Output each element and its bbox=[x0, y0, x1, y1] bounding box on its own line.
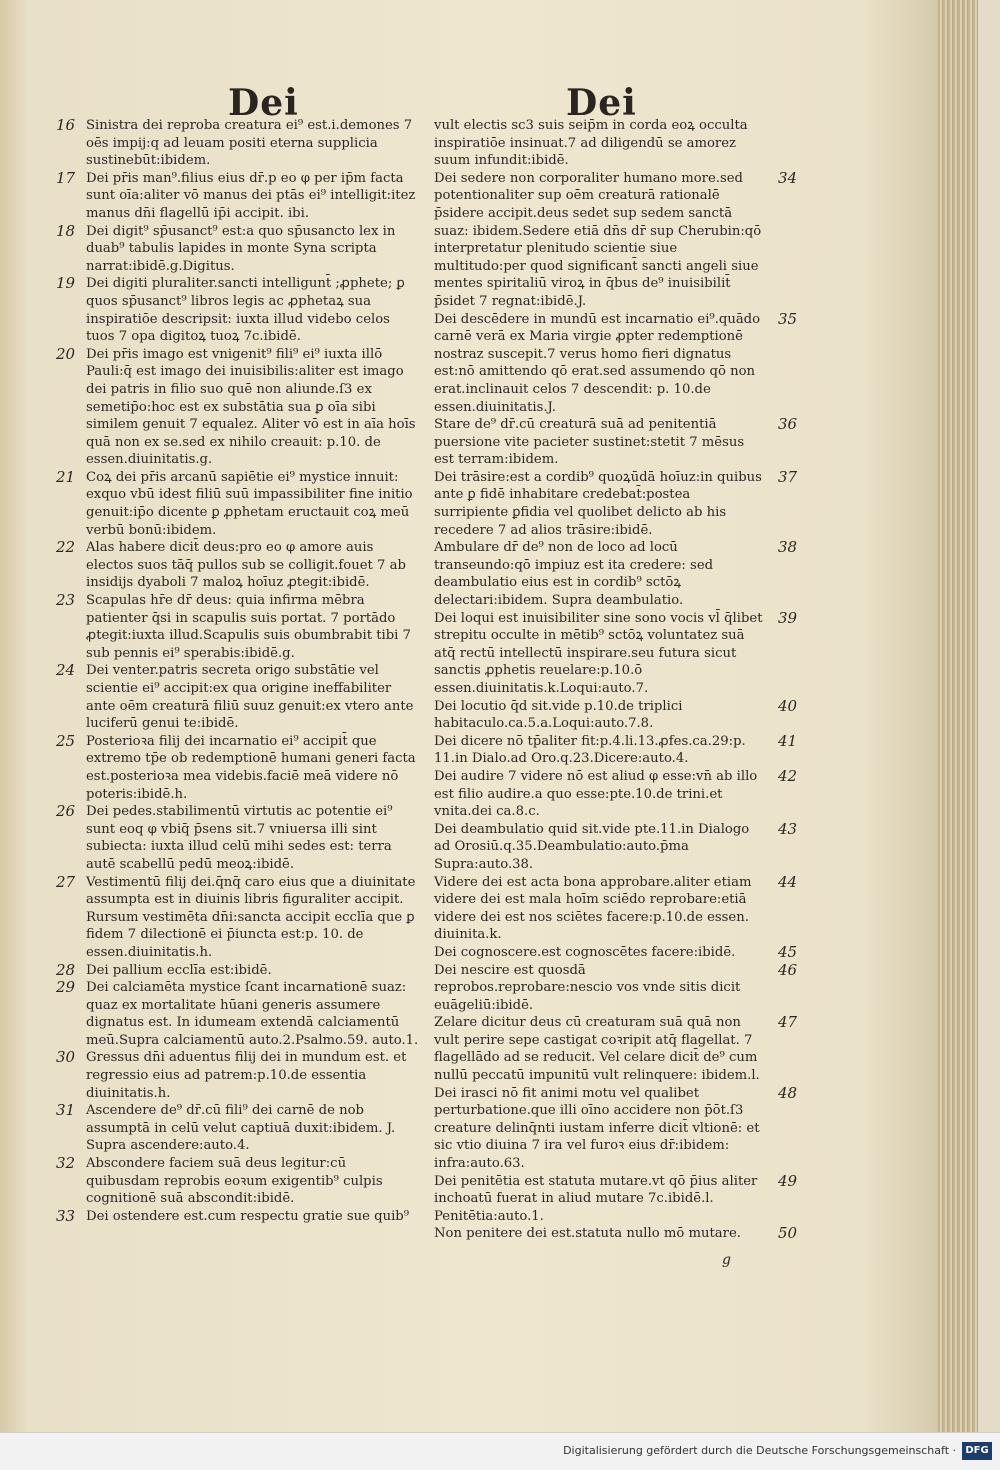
entry-number: 43 bbox=[778, 819, 798, 838]
entry-number: 48 bbox=[778, 1083, 798, 1102]
running-head-left: Dei bbox=[228, 82, 299, 124]
entry bbox=[56, 116, 420, 170]
entry bbox=[56, 344, 420, 469]
entry-number: 21 bbox=[56, 467, 76, 486]
entry bbox=[428, 168, 798, 311]
entry-text: Coꝝ dei pr̄is arcanū sapiētie ei⁹ mystice innuit: exquo vbū idest filiū suū impassibiliter fine initio genuit:ip̄o dicente ꝑ ꝓphetam eructauit coꝝ meū verbū bonū:ibidem. bbox=[86, 469, 413, 538]
entry-text: vult electis sc3 suis seip̄m in corda eoꝝ occulta inspiratiōe insinuat.7 ad diligendū se amorez suum infundit:ibidē. bbox=[434, 118, 748, 169]
entry-number: 37 bbox=[778, 467, 798, 486]
entry bbox=[56, 1206, 420, 1226]
entry-number: 19 bbox=[56, 274, 76, 293]
entry-number: 41 bbox=[778, 731, 798, 750]
entry-number: 39 bbox=[778, 608, 798, 627]
entry bbox=[428, 696, 798, 733]
entry bbox=[56, 538, 420, 592]
entry-text: Gressus dn̄i aduentus filij dei in mundum est. et regressio eius ad patrem:p.10.de essentia diuinitatis.h. bbox=[86, 1050, 407, 1101]
entry bbox=[56, 802, 420, 873]
entry bbox=[428, 942, 798, 962]
entry-text: Posterioꝛa filij dei incarnatio ei⁹ accipit̄ que extremo tp̄e ob redemptionē humani generi facta est.posterioꝛa mea videbis.faciē meā videre nō poteris:ibidē.h. bbox=[86, 733, 416, 802]
entry-number: 31 bbox=[56, 1101, 76, 1120]
entry bbox=[56, 274, 420, 345]
entry-number: 40 bbox=[778, 696, 798, 715]
entry-number: 26 bbox=[56, 802, 76, 821]
entry-number: 46 bbox=[778, 960, 798, 979]
entry-number: 23 bbox=[56, 591, 76, 610]
entry-text: Dei sedere non corporaliter humano more.sed potentionaliter sup oēm creaturā rationalē p̄sidere accipit.deus sedet sup sedem sanctā suaz: ibidem.Sedere etiā dn̄s dr̄ sup Cherubin:qō interpretatur plenitudo scientie siue multitudo:per quod significant̄ sancti angeli siue mentes spiritaliū viroꝝ in q̄bus de⁹ inuisibilit̄ p̄sidet 7 regnat:ibidē.J. bbox=[434, 170, 762, 309]
entry bbox=[56, 731, 420, 803]
entry-text: Dei pedes.stabilimentū virtutis ac potentie ei⁹ sunt eoq φ vbiq̄ p̄sens sit.7 vniuersa illi sint subiecta: iuxta illud celū mihi sedes est: terra autē scabellū pedū meoꝝ:ibidē. bbox=[86, 804, 393, 872]
entry bbox=[428, 1224, 798, 1243]
entry-text: Dei digit⁹ sp̄usanct⁹ est:a quo sp̄usancto lex in duab⁹ tabulis lapides in monte Syna scripta narrat:ibidē.g.Digitus. bbox=[86, 223, 396, 274]
entry bbox=[428, 1083, 798, 1173]
entry bbox=[428, 415, 798, 469]
entry bbox=[428, 309, 798, 417]
entry bbox=[56, 1154, 420, 1208]
entry-text: Abscondere faciem suā deus legitur:cū quibusdam reprobis eoꝛum exigentib⁹ culpis cognitionē suā abscondit:ibidē. bbox=[86, 1156, 383, 1207]
entry-text: Dei dicere nō tp̄aliter fit:p.4.li.13.ꝓfes.ca.29:p. 11.in Dialo.ad Oro.q.23.Dicere:auto.4. bbox=[434, 733, 746, 767]
entry-number: 20 bbox=[56, 344, 76, 363]
entry-number: 17 bbox=[56, 168, 76, 187]
entry-text: Non penitere dei est.statuta nullo mō mutare. bbox=[434, 1226, 741, 1242]
entry-number: 16 bbox=[56, 116, 76, 134]
entry-number: 32 bbox=[56, 1154, 76, 1173]
entry-text: Dei cognoscere.est cognoscētes facere:ibidē. bbox=[434, 944, 736, 960]
entry-number: 38 bbox=[778, 538, 798, 557]
entry bbox=[56, 661, 420, 732]
entry-number: 45 bbox=[778, 942, 798, 961]
entry-text: Dei loqui est inuisibiliter sine sono vocis vl̄ q̄libet strepitu occulte in mētib⁹ sctōꝝ voluntatez suā atq̄ rectū intellectū inspirare.seu futura sicut sanctis ꝓphetis reuelare:p.10.ō essen.diuinitatis.k.Loqui:auto.7. bbox=[434, 610, 763, 696]
entry-text: Dei trāsire:est a cordib⁹ quoꝝūdā hoīuz:in quibus ante ꝑ fidē inhabitare credebat̄:postea surripiente ꝑfidia vel quolibet delicto ab his recedere 7 ad alios trāsire:ibidē. bbox=[434, 469, 762, 538]
page-edges bbox=[938, 0, 978, 1432]
entry bbox=[428, 731, 798, 768]
entry-text: Zelare dicitur deus cū creaturam suā quā non vult perire sepe castigat coꝛripit atq̄ flagellat. 7 flagellādo ad se reducit. Vel celare dicit̄ de⁹ cum nullū peccatū impunitū vult relinquere: ibidem.l. bbox=[434, 1015, 760, 1084]
entry-text: Scapulas hr̄e dr̄ deus: quia infirma mēbra patienter q̄si in scapulis suis portat. 7 portādo ꝓtegit:iuxta illud.Scapulis suis obumbrabit tibi 7 sub pennis ei⁹ sperabis:ibidē.g. bbox=[86, 593, 411, 661]
entry-text: Dei ostendere est.cum respectu gratie sue quib⁹ bbox=[86, 1208, 410, 1224]
entry bbox=[428, 960, 798, 1015]
entry bbox=[56, 467, 420, 539]
entry-number: 34 bbox=[778, 168, 798, 187]
entry-number: 22 bbox=[56, 538, 76, 557]
entry bbox=[428, 467, 798, 539]
entry-number: 49 bbox=[778, 1171, 798, 1190]
footer-bar bbox=[0, 1432, 1000, 1470]
entry bbox=[428, 608, 798, 698]
entry bbox=[428, 538, 798, 609]
entry-number: 33 bbox=[56, 1206, 76, 1225]
entry-number: 30 bbox=[56, 1048, 76, 1067]
entry bbox=[56, 591, 420, 662]
entry-number: 28 bbox=[56, 960, 76, 979]
entry bbox=[428, 766, 798, 821]
signature-mark: g bbox=[722, 1252, 731, 1268]
entry bbox=[428, 819, 798, 874]
entry-number: 24 bbox=[56, 661, 76, 680]
entry bbox=[56, 168, 420, 223]
entry-text: Dei calciamēta mystice ſcant incarnationē suaz: quaz ex mortalitate hūani generis assumere dignatus est. In idumeam extendā calciamentū meū.Supra calciamentū auto.2.Psalmo.59. auto.1. bbox=[86, 980, 419, 1048]
entry-text: Dei pr̄is man⁹.filius eius dr̄.p eo φ per ip̄m facta sunt oīa:aliter vō manus dei ptās ei⁹ intelligit:itez manus dn̄i flagellū ip̄i accipit. ibi. bbox=[86, 170, 416, 221]
entry bbox=[56, 1048, 420, 1102]
entry-text: Dei audire 7 videre nō est aliud φ esse:vn̄ ab illo est filio audire.a quo esse:pte.10.de trini.et vnita.dei ca.8.c. bbox=[434, 768, 758, 820]
entry-number: 35 bbox=[778, 309, 798, 328]
entry-number: 36 bbox=[778, 415, 798, 434]
entry bbox=[56, 872, 420, 962]
entry-number: 25 bbox=[56, 731, 76, 750]
entry-number: 44 bbox=[778, 872, 798, 891]
entry bbox=[428, 1171, 798, 1226]
left-column bbox=[56, 116, 420, 1225]
entry-text: Sinistra dei reproba creatura ei⁹ est.i.demones 7 oēs impij:q ad leuam positi eterna supplicia sustinebūt:ibidem. bbox=[86, 118, 413, 169]
entry bbox=[428, 117, 766, 170]
running-head-right: Dei bbox=[566, 82, 637, 124]
entry-number: 18 bbox=[56, 221, 76, 240]
entry-text: Dei venter.patris secreta origo substātie vel scientie ei⁹ accipit:ex qua origine ineffabiliter ante oēm creaturā filiū suuz genuit:ex vtero ante luciferū genui te:ibidē. bbox=[86, 663, 414, 732]
entry-text: Alas habere dicit̄ deus:pro eo φ amore auis electos suos tāq̄ pullos sub se colligit.fouet 7 ab insidijs dyaboli 7 maloꝝ hoīuz ꝓtegit:ibidē. bbox=[86, 540, 406, 591]
entry bbox=[56, 960, 420, 980]
entry-text: Dei irasci nō fit animi motu vel qualibet perturbatione.que illi oīno accidere non p̄ōt.ſ3 creature delinq̄nti iustam inferre dicit̄ vltionē: et sic vtio diuina 7 ira vel furoꝛ eius dr̄:ibidem: infra:auto.63. bbox=[434, 1085, 760, 1172]
entry-text: Videre dei est acta bona approbare.aliter etiam videre dei est mala hoīm sciēdo reprobare:etiā videre dei est nos sciētes facere:p.10.de essen. diuinita.k. bbox=[434, 874, 752, 943]
entry bbox=[428, 1013, 798, 1084]
entry-text: Stare de⁹ dr̄.cū creaturā suā ad penitentiā puersione vite pacieter sustinet:stetit 7 mēsus est terram:ibidem. bbox=[434, 417, 745, 468]
entry-text: Dei deambulatio quid sit.vide pte.11.in Dialogo ad Orosiū.q.35.Deambulatio:auto.p̄ma Supra:auto.38. bbox=[434, 821, 750, 872]
entry-text: Dei pr̄is imago est vnigenit⁹ fili⁹ ei⁹ iuxta illō Pauli:q̄ est imago dei inuisibilis:aliter est imago dei patris in filio suo quē non aliunde.ſ3 ex semetip̄o:hoc est ex substātia sua ꝑ oīa sibi similem genuit 7 equalez. Aliter vō est in aīa hoīs quā non ex se.sed ex nihilo creauit: p.10. de essen.diuinitatis.g. bbox=[86, 346, 416, 468]
entry bbox=[428, 872, 798, 944]
entry-text: Dei digiti pluraliter.sancti intelligunt̄ ;ꝓphete; ꝑ quos sp̄usanct⁹ libros legis ac ꝓphetaꝝ sua inspiratiōe descripsit: iuxta illud videbo celos tuos 7 opa digitoꝝ tuoꝝ 7c.ibidē. bbox=[86, 276, 405, 345]
entry-number: 27 bbox=[56, 872, 76, 891]
footer-credit: Digitalisierung gefördert durch die Deutsche Forschungsgemeinschaft · bbox=[563, 1444, 956, 1457]
entry bbox=[56, 221, 420, 276]
right-column bbox=[428, 117, 798, 1243]
entry-text: Vestimentū filij dei.q̄nq̄ caro eius que a diuinitate assumpta est in diuinis libris figuraliter accipit. Rursum vestimēta dn̄i:sancta accipit ecclīa que ꝑ fidem 7 dilectionē ei p̄iuncta est:p. 10. de essen.diuinitatis.h. bbox=[86, 874, 416, 960]
entry-text: Dei nescire est quosdā reprobos.reprobare:nescio vos vnde sitis dicit euāgeliū:ibidē. bbox=[434, 962, 741, 1013]
entry-number: 29 bbox=[56, 978, 76, 997]
dfg-logo: DFG bbox=[962, 1442, 992, 1460]
entry-number: 50 bbox=[778, 1224, 798, 1243]
entry-text: Dei descēdere in mundū est incarnatio ei⁹.quādo carnē verā ex Maria virgie ꝓpter redemptionē nostraz suscepit.7 verus homo fieri dignatus est:nō amittendo qō erat.sed assumendo qō non erat.inclinauit celos 7 descendit: p. 10.de essen.diuinitatis.J. bbox=[434, 311, 761, 415]
entry-text: Dei locutio q̄d sit.vide p.10.de triplici habitaculo.ca.5.a.Loqui:auto.7.8. bbox=[434, 698, 683, 732]
entry-number: 47 bbox=[778, 1013, 798, 1032]
entry bbox=[56, 1101, 420, 1155]
entry-text: Dei pallium ecclīa est:ibidē. bbox=[86, 962, 272, 978]
entry bbox=[56, 978, 420, 1049]
entry-text: Ambulare dr̄ de⁹ non de loco ad locū transeundo:qō impiuz est ita credere: sed deambulatio eius est in cordib⁹ sctōꝝ delectari:ibidem. Supra deambulatio. bbox=[434, 540, 714, 609]
entry-number: 42 bbox=[778, 766, 798, 785]
entry-text: Dei penitētia est statuta mutare.vt qō p̄ius aliter inchoatū fuerat in aliud mutare 7c.ibidē.l. Penitētia:auto.1. bbox=[434, 1173, 758, 1224]
entry-text: Ascendere de⁹ dr̄.cū fili⁹ dei carnē de nob assumptā in celū velut captiuā duxit:ibidem. J. Supra ascendere:auto.4. bbox=[86, 1103, 396, 1154]
